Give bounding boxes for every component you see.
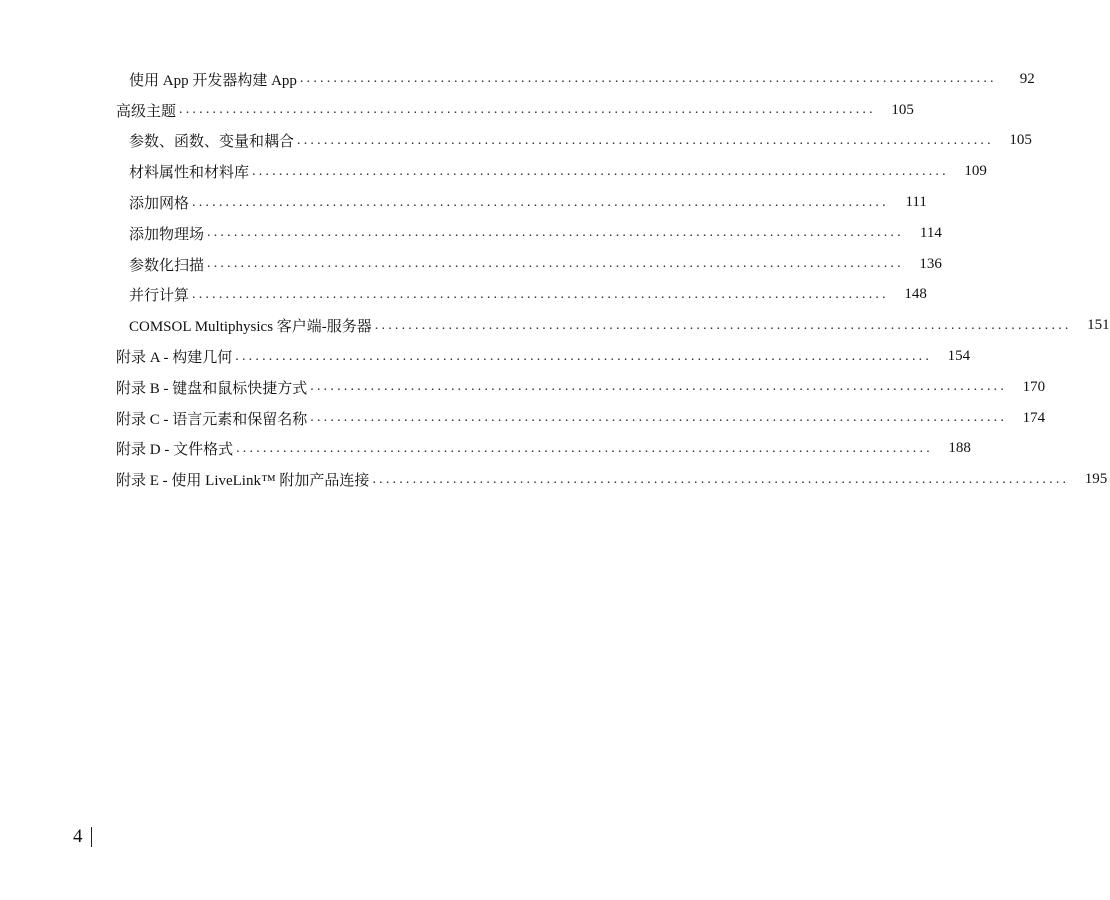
toc-entry-title: 参数化扫描 [129, 254, 206, 275]
toc-entry-add-physics[interactable] [0, 218, 942, 249]
toc-entry-page: 174 [1022, 409, 1046, 426]
toc-entry-build-app[interactable] [0, 64, 1035, 95]
dot-leader: ........................................................................................................ [297, 132, 994, 148]
toc-entry-materials[interactable] [0, 156, 987, 187]
toc-entry-client-server[interactable] [0, 310, 1110, 341]
dot-leader: ........................................................................................................ [179, 102, 876, 118]
toc-entry-title: 材料属性和材料库 [129, 161, 251, 182]
toc-entry-page: 188 [948, 440, 971, 457]
dot-leader: ........................................................................................................ [252, 163, 949, 179]
toc-entry-title: 添加网格 [129, 192, 191, 213]
dot-leader: ........................................................................................................ [192, 286, 889, 302]
toc-entry-title: 添加物理场 [129, 223, 206, 244]
toc-entry-title: 使用 App 开发器构建 App [129, 69, 299, 90]
toc-entry-title: 高级主题 [116, 100, 178, 121]
toc-entry-page: 105 [1009, 132, 1032, 149]
dot-leader: ........................................................................................................ [374, 317, 1072, 333]
toc-entry-page: 111 [905, 194, 927, 211]
toc-entry-parametric-sweep[interactable] [0, 249, 942, 280]
dot-leader: ........................................................................................................ [310, 410, 1008, 426]
toc-entry-page: 148 [904, 286, 927, 303]
dot-leader: ........................................................................................................ [207, 225, 904, 241]
toc-entry-title: 附录 A - 构建几何 [116, 346, 234, 367]
toc-entry-page: 114 [919, 224, 942, 241]
dot-leader: ........................................................................................................ [236, 440, 933, 456]
dot-leader: ........................................................................................................ [372, 471, 1070, 487]
dot-leader: ........................................................................................................ [192, 194, 889, 210]
toc-entry-page: 136 [919, 255, 942, 272]
dot-leader: ........................................................................................................ [310, 379, 1008, 395]
page-footer [73, 826, 92, 848]
toc-entry-page: 195 [1084, 471, 1108, 488]
toc-entry-appendix-d[interactable] [0, 434, 971, 465]
toc-entry-page: 92 [1019, 70, 1035, 87]
toc-entry-page: 105 [891, 101, 914, 118]
toc-entry-title: 附录 E - 使用 LiveLink™ 附加产品连接 [116, 469, 371, 490]
toc-entry-page: 154 [947, 348, 971, 365]
toc-entry-title: 参数、函数、变量和耦合 [129, 130, 296, 151]
toc-entry-parallel-computing[interactable] [0, 280, 927, 311]
footer-separator [91, 827, 92, 847]
dot-leader: ........................................................................................................ [299, 71, 997, 87]
toc-entry-parameters-functions[interactable] [0, 126, 1032, 157]
toc-entry-appendix-e[interactable] [0, 464, 1108, 495]
toc-entry-page: 170 [1022, 378, 1046, 395]
toc-entry-title: COMSOL Multiphysics 客户端-服务器 [129, 315, 374, 336]
toc-entry-title: 附录 C - 语言元素和保留名称 [116, 408, 309, 429]
toc-entry-title: 附录 B - 键盘和鼠标快捷方式 [116, 377, 309, 398]
toc-entry-appendix-b[interactable] [0, 372, 1046, 403]
toc-entry-advanced-topics[interactable] [0, 95, 914, 126]
toc-entry-page: 109 [964, 163, 987, 180]
toc-entry-title: 附录 D - 文件格式 [116, 438, 235, 459]
dot-leader: ........................................................................................................ [207, 256, 904, 272]
toc-entry-appendix-c[interactable] [0, 403, 1046, 434]
dot-leader: ........................................................................................................ [235, 348, 933, 364]
page-number: 4 [73, 826, 83, 847]
table-of-contents [0, 64, 1110, 495]
toc-entry-appendix-a[interactable] [0, 341, 971, 372]
toc-entry-page: 151 [1087, 317, 1110, 334]
toc-entry-add-mesh[interactable] [0, 187, 927, 218]
toc-entry-title: 并行计算 [129, 284, 191, 305]
